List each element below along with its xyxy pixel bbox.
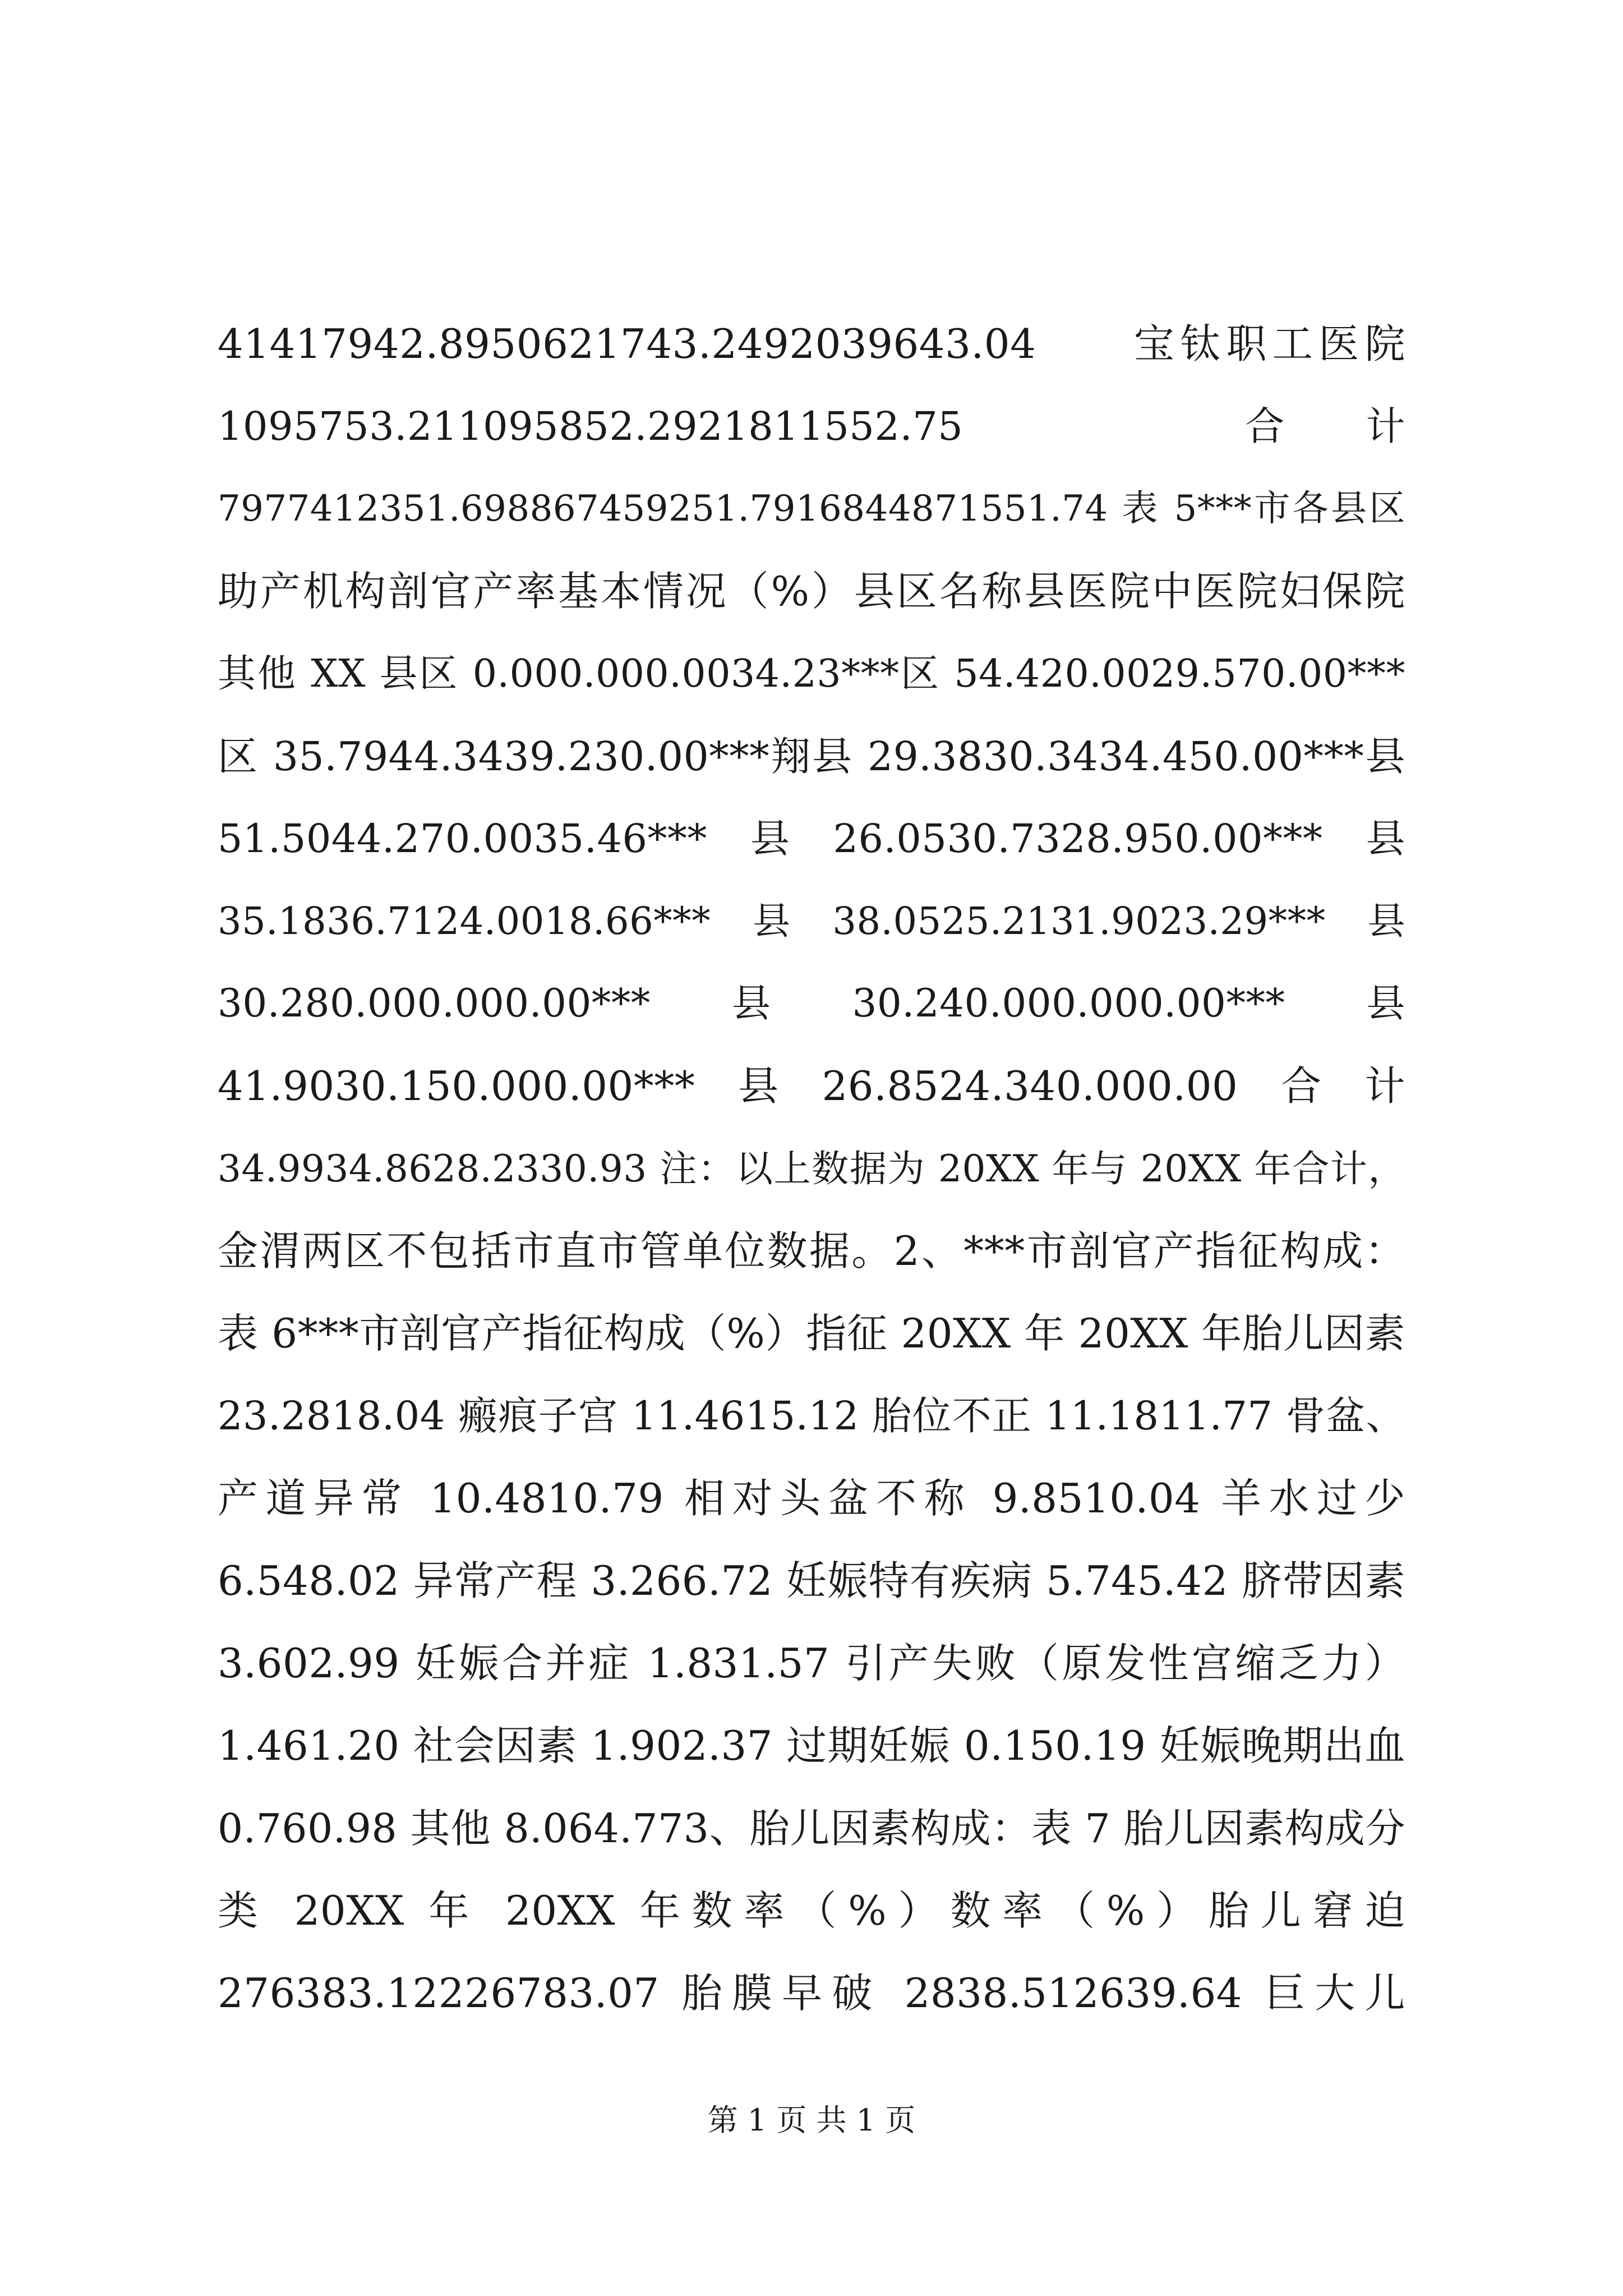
text-line: 51.5044.270.0035.46*** 县 26.0530.7328.950.00*** 县 (218, 816, 1405, 862)
text-line: 产道异常 10.4810.79 相对头盆不称 9.8510.04 羊水过少 (218, 1475, 1405, 1522)
text-line: 23.2818.04 瘢痕子宫 11.4615.12 胎位不正 11.1811.77 骨盆、 (218, 1393, 1405, 1439)
text-line: 34.9934.8628.2330.93 注：以上数据为 20XX 年与 20XX 年合计， (218, 1147, 1405, 1190)
text-line: 7977412351.698867459251.7916844871551.74 表 5***市各县区 (218, 488, 1405, 530)
text-line: 其他 XX 县区 0.000.000.0034.23***区 54.420.0029.570.00*** (218, 652, 1405, 696)
text-line: 助产机构剖官产率基本情况（%）县区名称县医院中医院妇保院 (218, 568, 1405, 615)
text-line: 30.280.000.000.00*** 县 30.240.000.000.00*** 县 (218, 981, 1405, 1026)
text-line: 1.461.20 社会因素 1.902.37 过期妊娠 0.150.19 妊娠晚期出血 (218, 1722, 1405, 1769)
text-line: 金渭两区不包括市直市管单位数据。2、***市剖官产指征构成： (218, 1227, 1405, 1274)
text-line: 类 20XX 年 20XX 年数率（%）数率（%）胎儿窘迫 (218, 1887, 1405, 1934)
text-line: 41417942.8950621743.2492039643.04 宝钛职工医院 (218, 320, 1405, 367)
body-text (218, 303, 1405, 2035)
text-line: 区 35.7944.3439.230.00***翔县 29.3830.3434.450.00***县 (218, 733, 1405, 780)
text-line: 1095753.211095852.2921811552.75 合 计 (218, 403, 1405, 449)
text-line: 表 6***市剖官产指征构成（%）指征 20XX 年 20XX 年胎儿因素 (218, 1310, 1405, 1357)
text-line: 0.760.98 其他 8.064.773、胎儿因素构成：表 7 胎儿因素构成分 (218, 1805, 1405, 1852)
text-line: 6.548.02 异常产程 3.266.72 妊娠特有疾病 5.745.42 脐带因素 (218, 1557, 1405, 1604)
text-line: 35.1836.7124.0018.66*** 县 38.0525.2131.9023.29*** 县 (218, 899, 1405, 943)
text-line: 276383.12226783.07 胎膜早破 2838.512639.64 巨大儿 (218, 1970, 1405, 2017)
page-footer: 第 1 页 共 1 页 (707, 2102, 916, 2138)
text-line: 3.602.99 妊娠合并症 1.831.57 引产失败（原发性宫缩乏力） (218, 1640, 1405, 1687)
text-line: 41.9030.150.000.00*** 县 26.8524.340.000.00 合 计 (218, 1062, 1405, 1110)
